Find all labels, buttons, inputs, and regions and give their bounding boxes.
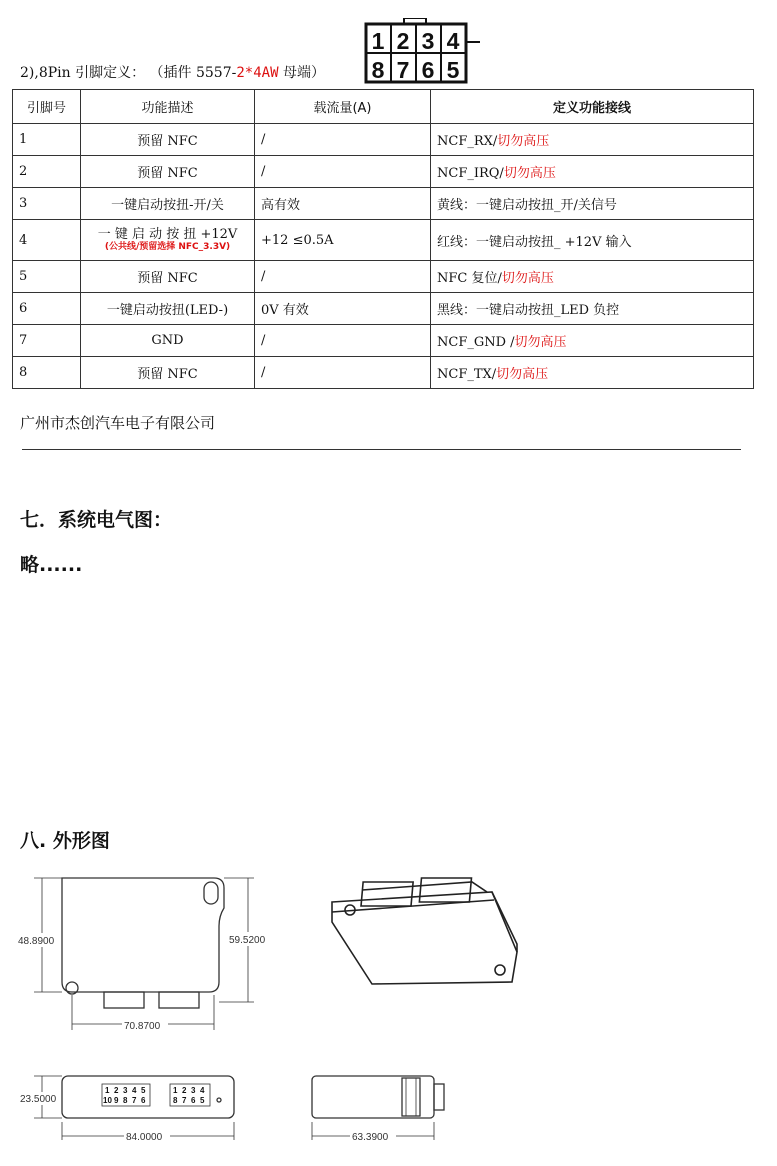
pin-a-bottom: 9	[114, 1096, 119, 1105]
pin-a-bottom: 10	[103, 1096, 112, 1105]
table-row	[13, 156, 754, 188]
connector-pin: 7	[396, 57, 410, 83]
cell-pin: 3	[13, 188, 81, 220]
connector-pin: 5	[446, 57, 460, 83]
dim-front-height: 23.5000	[20, 1094, 57, 1105]
front-view-drawing	[14, 1070, 244, 1148]
table-row	[13, 293, 754, 325]
section7-body: 略......	[20, 554, 83, 576]
header-pin: 引脚号	[13, 90, 81, 124]
cell-function: 一键启动按扭(LED-)	[81, 293, 255, 325]
company-name: 广州市杰创汽车电子有限公司	[20, 414, 216, 432]
cell-function: GND	[81, 325, 255, 357]
cell-pin: 6	[13, 293, 81, 325]
connector-pin: 4	[446, 28, 460, 54]
pin-b-bottom: 6	[191, 1096, 196, 1105]
connector-pin: 2	[396, 28, 410, 54]
cell-load: /	[255, 357, 431, 389]
pin-b-bottom: 7	[182, 1096, 187, 1105]
cell-wiring: NCF_GND /切勿高压	[431, 325, 754, 357]
cell-wiring: NCF_TX/切勿高压	[431, 357, 754, 389]
pin-a-bottom: 7	[132, 1096, 137, 1105]
side-view-drawing	[306, 1070, 462, 1148]
pin-definition-title: 2),8Pin 引脚定义： （插件 5557-2*4AW 母端）	[20, 65, 325, 81]
cell-load: /	[255, 124, 431, 156]
table-row	[13, 357, 754, 389]
cell-load: 0V 有效	[255, 293, 431, 325]
cell-wiring: 黑线：一键启动按扭_LED 负控	[431, 293, 754, 325]
cell-load: 高有效	[255, 188, 431, 220]
cell-function: 预留 NFC	[81, 156, 255, 188]
cell-wiring: NCF_IRQ/切勿高压	[431, 156, 754, 188]
dim-height-left: 48.8900	[18, 936, 55, 947]
cell-load: +12 ≤0.5A	[255, 220, 431, 261]
header-load: 载流量(A)	[255, 90, 431, 124]
connector-pin: 3	[421, 28, 435, 54]
cell-pin: 5	[13, 261, 81, 293]
pin-b-top: 2	[182, 1086, 187, 1095]
isometric-view-drawing	[322, 872, 528, 990]
connector-pin: 6	[421, 57, 435, 83]
header-wiring: 定义功能接线	[431, 90, 754, 124]
cell-pin: 2	[13, 156, 81, 188]
cell-function: 预留 NFC	[81, 124, 255, 156]
pin-a-top: 3	[123, 1086, 128, 1095]
pin-a-bottom: 6	[141, 1096, 146, 1105]
divider	[22, 449, 741, 450]
pin-b-top: 4	[200, 1086, 205, 1095]
cell-pin: 1	[13, 124, 81, 156]
cell-function: 预留 NFC	[81, 261, 255, 293]
cell-pin: 8	[13, 357, 81, 389]
pin-a-bottom: 8	[123, 1096, 128, 1105]
cell-load: /	[255, 325, 431, 357]
dim-front-width: 84.0000	[126, 1132, 163, 1143]
pin-table	[12, 89, 754, 389]
table-row	[13, 325, 754, 357]
cell-load: /	[255, 156, 431, 188]
section8-title: 八. 外形图	[20, 830, 110, 852]
cell-load: /	[255, 261, 431, 293]
pin-b-top: 3	[191, 1086, 196, 1095]
pin-a-top: 1	[105, 1086, 110, 1095]
table-row	[13, 220, 754, 261]
pin-a-top: 2	[114, 1086, 119, 1095]
cell-pin: 7	[13, 325, 81, 357]
pin-a-top: 5	[141, 1086, 146, 1095]
header-function: 功能描述	[81, 90, 255, 124]
cell-function: 预留 NFC	[81, 357, 255, 389]
cell-wiring: 黄线：一键启动按扭_开/关信号	[431, 188, 754, 220]
connector-diagram	[364, 18, 484, 84]
section7-title: 七．系统电气图：	[20, 509, 173, 531]
table-row	[13, 124, 754, 156]
pin-b-bottom: 8	[173, 1096, 178, 1105]
table-row	[13, 188, 754, 220]
pin-b-bottom: 5	[200, 1096, 205, 1105]
table-header-row	[13, 90, 754, 124]
pin-b-top: 1	[173, 1086, 178, 1095]
cell-function: 一键启动按扭-开/关	[81, 188, 255, 220]
pin-a-top: 4	[132, 1086, 137, 1095]
top-view-drawing	[14, 870, 274, 1040]
connector-pin: 1	[371, 28, 385, 54]
cell-pin: 4	[13, 220, 81, 261]
cell-wiring: 红线：一键启动按扭_ +12V 输入	[431, 220, 754, 261]
connector-pin: 8	[371, 57, 385, 83]
cell-wiring: NFC 复位/切勿高压	[431, 261, 754, 293]
cell-wiring: NCF_RX/切勿高压	[431, 124, 754, 156]
dim-height-right: 59.5200	[229, 935, 266, 946]
cell-function: 一 键 启 动 按 扭 +12V (公共线/预留选择 NFC_3.3V)	[81, 220, 255, 261]
dim-side-width: 63.3900	[352, 1132, 389, 1143]
table-row	[13, 261, 754, 293]
dim-width: 70.8700	[124, 1021, 161, 1032]
